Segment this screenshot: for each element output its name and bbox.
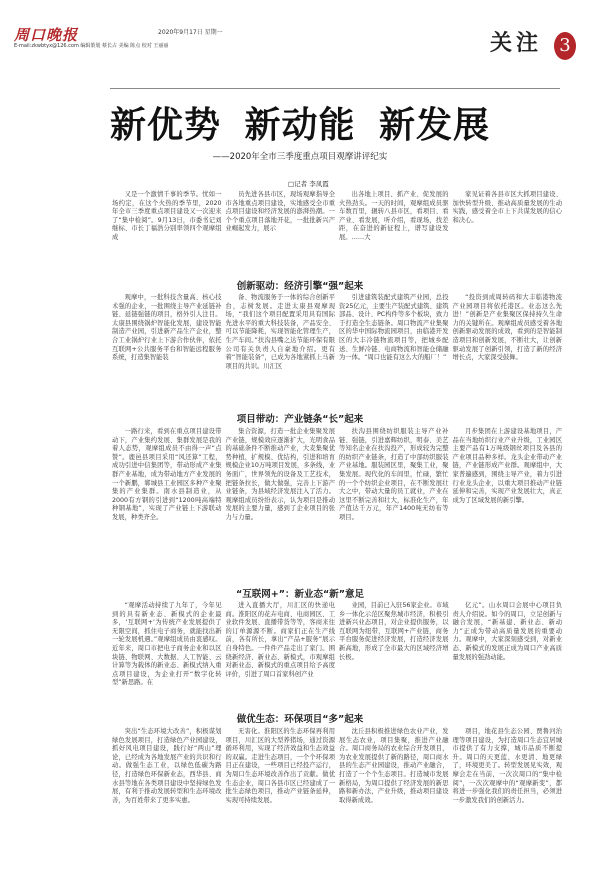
headline: 新优势 新动能 新发展: [109, 104, 491, 146]
newspaper-logo: 周口晚报: [14, 26, 79, 44]
section-body: [112, 728, 562, 805]
text-column: [226, 728, 336, 805]
text-column: [112, 428, 222, 523]
text-column: [112, 728, 222, 805]
paragraph: 备、物流服务于一体的综合创新平台，志树发展。走进太康县观摩现场，“我们这个项目配置采用具有国际先进水平的重大科技装备，产品安全、可以节能降耗，实现智能化管理生产，生产车间。”扶沟县嘴之达节能环保有限公司有关负责人自豪地介绍。更有着“智能装备”，已成为各地紧抓上马新项目的共识。川汇区: [225, 294, 335, 370]
editorial-meta: E-mail:zkwbtyx@126.com 编辑策划 蔡长占 美编 陈点 校对 王丽丽: [14, 43, 169, 49]
masthead: [0, 18, 600, 68]
text-column: [453, 428, 563, 523]
section-heading: “互联网+”：新业态“新”意足: [236, 589, 364, 600]
text-column: [453, 191, 563, 243]
section-name: 关注: [490, 30, 543, 56]
text-column: [226, 191, 336, 243]
text-column: [339, 602, 449, 688]
paragraph: 月步集团在上游建设基地项目，产品在当地纺织行业产业升级，工业园区主要产品有1万吨级钢丝项目及各县的产业项目品种多样。龙头企业带动产业链，产业链形成产业群。观摩组中，大家普遍感到，围绕主导产业，着力引进行业龙头企业，以重大项目推动产业链延伸和完善，实现产业发展壮大，真正成为了区域发展的新引擎。: [452, 428, 562, 504]
text-column: [339, 294, 449, 371]
text-column: [453, 602, 563, 688]
paragraph: 一路行来，看到在重点项目建设带动下，产业集约发展、集群发展是我的着人态势，观摩组成员不由得一声“点赞”。鹿邑县项目采用“风还算”工程，成功引进中信集团等，带动形成产业集群产业基地，成为带动地方产业发展的一个新鹏，郸城县工业园区多种产业聚集的产业集群。南水县制造业，从2000有方钢的引进到“1200吨高端特种钢基地”，实现了产业链上下游联动发展，种类齐全。: [112, 428, 222, 521]
paragraph: 引进建筑装配式建筑产业园，总投资25亿元，主要生产装配式建筑、建筑部品、设计、PC构件等多个板块，致力于打造全生态链条。周口物流产业集聚区的华中国际物流园项目，由临港开发区的大丰冷链物流项目等，把城乡配送、生鲜冷链、电商物流和智能仓储融为一体。“周口也能有这么大的船厂！”: [339, 294, 449, 362]
paragraph: 集合资源，打造一批企业集聚发展产业链，规模效应逐渐扩大，光明食品的基础条件不断推动产业，大麦集聚优势种植，扩规模、优结构，引进和培育规模企业10万吨项目发展，多条线，业务面广，世界领先的设备及工艺技术，把链条拉长，做大做强，完善上下游产业链条，为县域经济发展注入了活力。观摩组成员纷纷表示，认为项目是推动发展的主要力量，感到了企业项目的张力与力量。: [225, 428, 335, 521]
text-column: [339, 191, 449, 243]
paragraph: “投资到成周转码和大丰临港物流产业园项目将依托港区。业态这么先进！”创新是产业集聚区保持持久生命力的关键所在。观摩组成员感受着各地创新驱动发展的成效，看到的是智能制造项目和创新发展，不断壮大，让创新驱动发展了创新引领，打造了新的经济增长点，大家深受鼓舞。: [452, 294, 562, 362]
paragraph: 项目，地花县生态公园、贾鲁河治理等项目建设，为打造周口生态宜居城市提供了有力支撑，城市品质不断提升。周口的天更蓝、水更清、地更绿了，环境更美了。转型发展见实效，观摩会走在当前，一次次周口的“集中检阅”，一次次观摩中的“观摩新变”，都将进一步强化我们的责任担当，必须进一步激发我们的创新活力。: [452, 728, 562, 804]
paragraph: 出各地上项目、抓产业、促发展的火热劲头。一天的时间，观摩组成员驱车数百里，辗转八县市区，看项目、看产业、看发展，听介绍，看现场，找差距，在奋进的新征程上，谱写建设发展。……大: [339, 191, 449, 241]
section-heading: 做优生态：环保项目“多”起来: [236, 714, 364, 725]
text-column: [226, 428, 336, 523]
text-column: [453, 294, 563, 371]
section-heading: 创新驱动：经济引擎“强”起来: [236, 281, 364, 292]
byline: □记者 李凤霞: [288, 180, 329, 188]
subheadline: ——2020年全市三季度重点项目观摩讲评纪实: [212, 152, 388, 162]
paragraph: 扶沟县围绕纺织服装主导产业补链、强链，引进嘉辉纺织，明泰、美艺等知名企业在扶沟投产，形成较为完整的纺织产业链条，打造了中部纺织服装产业基地。服装园区里，聚集工业，聚集发展。现代化的车间里，忙碌，繁忙的一个个纺织企业项目，在不断发展壮大之中，带动大量的员工就业，产业在这里不断完善和壮大，标准化生产，年产值达千万元，年产1400吨无纺布等项目。: [339, 428, 449, 521]
section-body: [112, 602, 562, 688]
text-column: [112, 294, 222, 371]
section-body: [112, 294, 562, 371]
text-column: [453, 728, 563, 805]
paragraph: 观摩中，一批科技含量高、核心技术强的企业，一批围绕主导产业延链补链、延链强链的项目，格外引人注目。太康县围绕锅炉智能化发展，建设智能制造产业园，引进新产品生产企业，整合工业锅炉行业上下游合作伙伴，依托互联网+公共服务平台和智能远程服务系统，打造集智能装: [112, 294, 222, 362]
issue-date: 2020年9月17日 星期一: [158, 29, 223, 36]
text-column: [226, 294, 336, 371]
paragraph: 家见证着各县市区大抓项目建设、加快转型升级、推动高质量发展的生动实践，感受着全市上下共谋发展的信心和决心。: [452, 191, 562, 224]
paragraph: 无害化。淮阳区的生态环保再利用项目，川汇区的大型养猪场，通过资源循环利用，实现了经济效益和生态效益的双赢。走进生态项目，一个个环保项目正在建设，一些项目已经投产运行，为周口生态环境改善作出了贡献。做优生态企业，周口各县市区已经建成了一批生态绿色项目，推动产业链条延伸，实现可持续发展。: [225, 728, 335, 804]
paragraph: 业园，目前已入驻56家企业。市域乡一体化示范区聚焦城市经济，积极引进新兴业态项目，对企业提供服务，以互联网为纽带，互联网+产业链，商务平台服务促进经济发展，打造经济发展新高地，形成了全市最大的区域经济增长极。: [339, 602, 449, 661]
paragraph: 沈丘县积极推进绿色农业产业，发展生态农业，项目集聚，推进产业融合。周口商务局的农业综合开发项目，为农业发展提供了新的路径，周口商水县的生态产业园建设，推动产业融合，打造了一个个生态项目。打造城市发展新格局，为周口提供了经济发展的新思路和新办法，产业升级，推动项目建设取得新成效。: [339, 728, 449, 804]
intro-block: [112, 191, 562, 243]
paragraph: 又是一个激情千事的季节。忧如一场约定，在这个火热的季节里，2020年全市三季度重点项目建设又一次迎来了“集中检阅”。9月13日，市委书记刘继标、市长丁福浩分别率领四个观摩组成: [112, 191, 222, 241]
section-body: [112, 428, 562, 523]
text-column: [112, 191, 222, 243]
section-heading: 项目带动：产业链条“长”起来: [236, 414, 364, 425]
paragraph: 进入直播大厅，川汇区的快递电商。淮阳区的花卉电商、电商园区、工业软件发展、直播带货等等，客商来往的订单源源不断。商家们正在生产线前，各有所长，拿出“产品+服务”展示自身特色。一件件产品走出了家门。围绕新经济、新业态、新模式，市观摩组对新业态、新模式的重点项目给予高度评价，引进了周口首家科创产业: [225, 602, 335, 678]
text-column: [112, 602, 222, 688]
page-number-badge: 3: [554, 32, 576, 60]
text-column: [339, 728, 449, 805]
text-column: [226, 602, 336, 688]
paragraph: 员先进各县市区，现场观摩指导全市各地重点项目建设，实地感受全市重点项目建设和经济发展的澎湃热潮。一个个重点项目落地开花，一批批新兴产业崛起发力，展示: [225, 191, 335, 233]
header-divider: [110, 88, 560, 89]
text-column: [339, 428, 449, 523]
paragraph: 突出“生态环境大改善”，积极谋划绿色发展项目，打造绿色产业园建设，抓好风电项目建设，践行好“两山”理论，已经成为各地发展产业的共识和行动。做强生态工业，以绿色低碳为路径，打造绿色环保新业态，西华县、商水县等地在各类项目建设中坚持绿色发展，有利于推动发展转型和生态环境改善，为百姓带来了更多实惠。: [112, 728, 222, 804]
paragraph: “观摩活动持续了九年了，今年见到的具有新业态、新模式的企业最多，‘互联网+’为传统产业发展提供了无限空间，抓住电子商务，就能找出新一轮发展机遇。”观摩组成员由衷感叹。近年来，周口市把电子商务企业和以区块链、物联网、大数据、人工智能、云计算等为载体的新业态、新模式纳入重点项目建设，为企业打开“数字化转型”新思路。在: [112, 602, 222, 687]
paragraph: 亿元”。山水周口会展中心项目负责人介绍说。如今的周口，立足创新与融合发展，“新基建、新业态、新动力”正成为带动高质量发展的重要动力。观摩中，大家深刻感受到，对新业态、新模式的发展正成为周口产业高质量发展的强劲动能。: [452, 602, 562, 661]
